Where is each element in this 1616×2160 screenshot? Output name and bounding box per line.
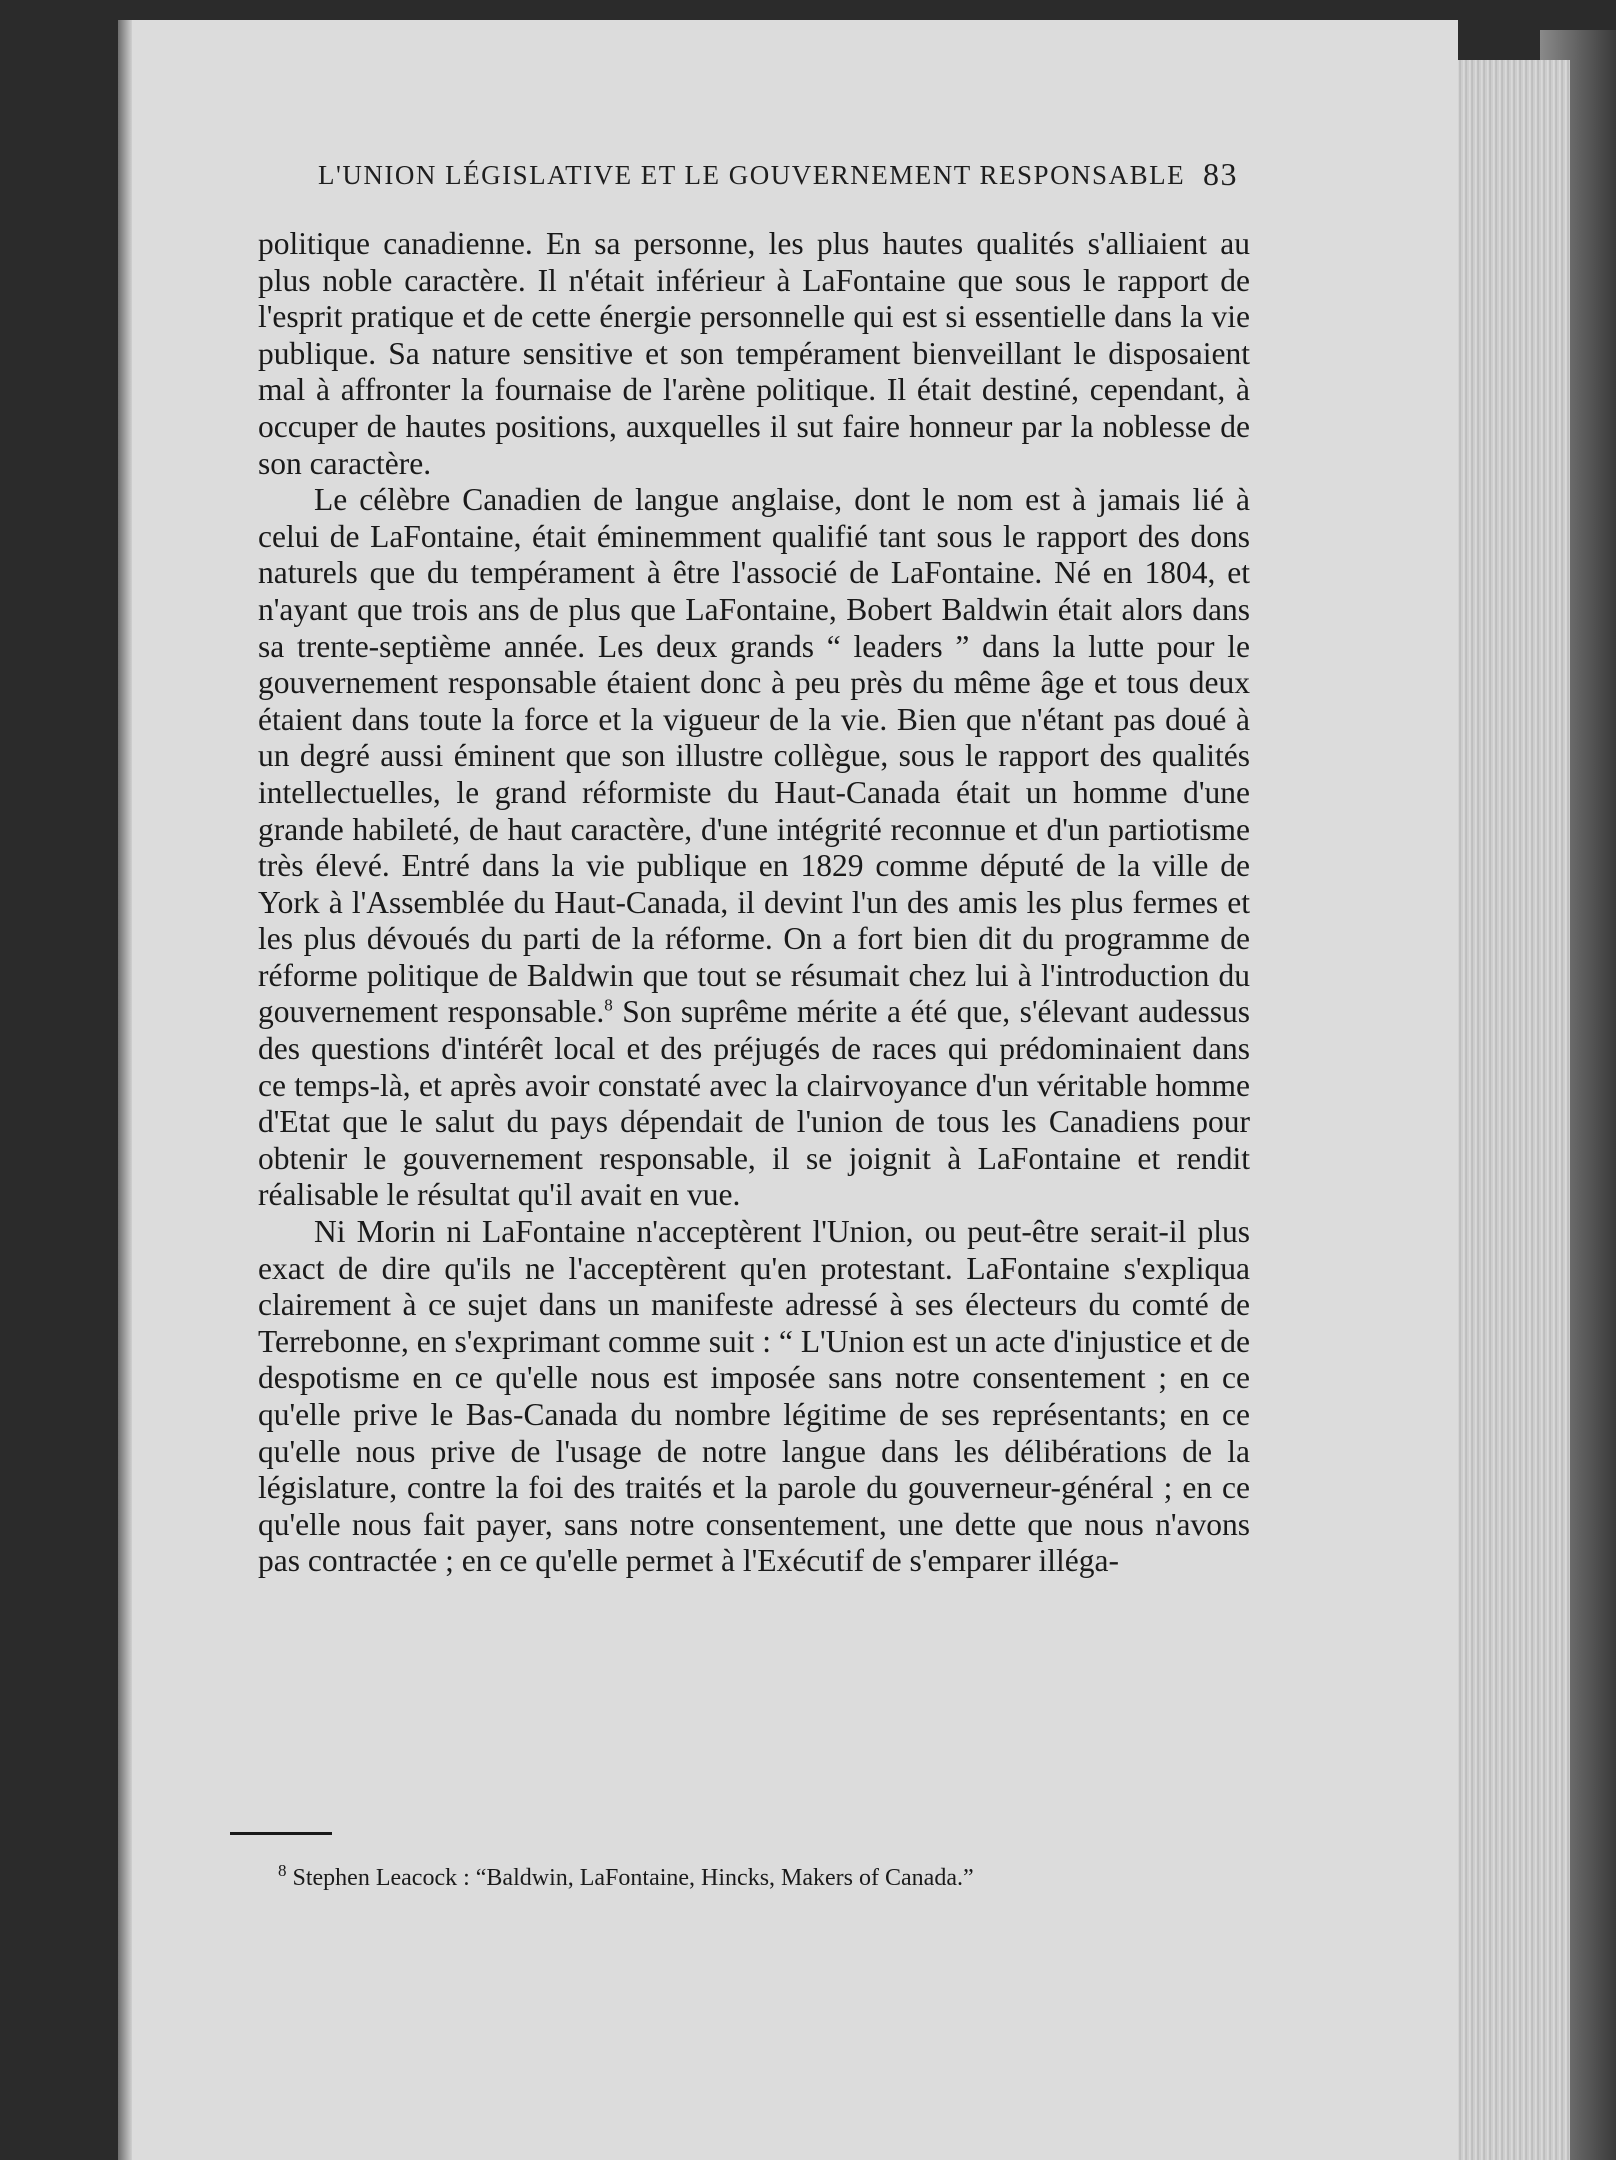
gutter-shadow (118, 20, 132, 2160)
footnote (278, 1861, 1258, 1892)
footnote-rule (230, 1832, 332, 1835)
paragraph-2-text: Le célèbre Canadien de langue anglaise, dont le nom est à jamais lié à celui de LaFontaine, était éminemment qualifié tant sous le rapport des dons naturels que du tempérament à être l'associé de LaFontaine. Né en 1804, et n'ayant que trois ans de plus que LaFontaine, Bobert Baldwin était alors dans sa trente-septième année. Les deux grands “ leaders ” dans la lutte pour le gouvernement responsable étaient donc à peu près du même âge et tous deux étaient dans toute la force et la vigueur de la vie. Bien que n'étant pas doué à un degré aussi éminent que son illustre collègue, sous le rapport des qualités intellectuelles, le grand réformiste du Haut-Canada était un homme d'une grande habileté, de haut caractère, d'une intégrité reconnue et d'un partiotisme très élevé. Entré dans la vie publique en 1829 comme député de la ville de York à l'Assemblée du Haut-Canada, il devint l'un des amis les plus fermes et les plus dévoués du parti de la réforme. On a fort bien dit du programme de réforme politique de Baldwin que tout se résumait chez lui à l'introduction du gouvernement responsable. (258, 482, 1250, 1030)
running-head-title: L'UNION LÉGISLATIVE ET LE GOUVERNEMENT RESPONSABLE (318, 160, 1186, 190)
body-text (258, 226, 1250, 1580)
paragraph-1: politique canadienne. En sa personne, les plus hautes qualités s'alliaient au plus noble caractère. Il n'était inférieur à LaFontaine que sous le rapport de l'esprit pratique et de cette énergie personnelle qui est si essentielle dans la vie publique. Sa nature sensitive et son tempérament bienveillant le disposaient mal à affronter la fournaise de l'arène politique. Il était destiné, cependant, à occuper de hautes positions, auxquelles il sut faire honneur par la noblesse de son caractère. (258, 226, 1250, 481)
paragraph-3: Ni Morin ni LaFontaine n'acceptèrent l'Union, ou peut-être serait-il plus exact de dire qu'ils ne l'acceptèrent qu'en protestant. LaFontaine s'expliqua clairement à ce sujet dans un manifeste adressé à ses électeurs du comté de Terrebonne, en s'exprimant comme suit : “ L'Union est un acte d'injustice et de despotisme en ce qu'elle nous est imposée sans notre consentement ; en ce qu'elle prive le Bas-Canada du nombre légitime de ses représentants; en ce qu'elle nous prive de l'usage de notre langue dans les délibérations de la législature, contre la foi des traités et la parole du gouverneur-général ; en ce qu'elle nous fait payer, sans notre consentement, une dette que nous n'avons pas contractée ; en ce qu'elle permet à l'Exécutif de s'emparer illéga- (258, 1214, 1250, 1579)
footnote-reference: 8 (604, 995, 613, 1015)
running-head (318, 156, 1238, 204)
paragraph-2 (258, 482, 1250, 1214)
page-number: 83 (1203, 156, 1238, 192)
footnote-text: Stephen Leacock : “Baldwin, LaFontaine, Hincks, Makers of Canada.” (292, 1865, 974, 1891)
paragraph-2-continuation: Son suprême mérite a été que, s'élevant audessus des questions d'intérêt local et des préjugés de races qui prédominaient dans ce temps-là, et après avoir constaté avec la clairvoyance d'un véritable homme d'Etat que le salut du pays dépendait de l'union de tous les Canadiens pour obtenir le gouvernement responsable, il se joignit à LaFontaine et rendit réalisable le résultat qu'il avait en vue. (258, 994, 1251, 1213)
footnote-marker: 8 (278, 1861, 287, 1880)
